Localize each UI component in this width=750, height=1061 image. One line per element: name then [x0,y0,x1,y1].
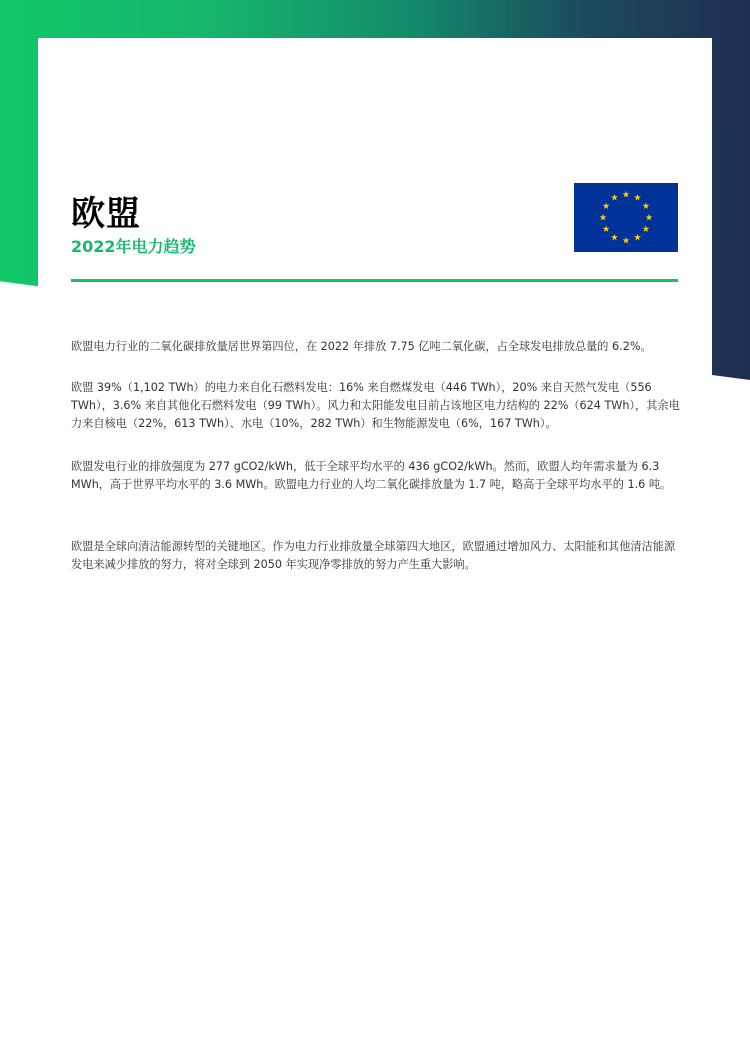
paragraph-emissions-intensity: 欧盟发电行业的排放强度为 277 gCO2/kWh，低于全球平均水平的 436 gCO2/kWh。然而，欧盟人均年需求量为 6.3 MWh，高于世界平均水平的 3.6 MWh。欧盟电力行业的人均二氧化碳排放量为 1.7 吨，略高于全球平均水平的 1.6 吨。 [71,460,672,491]
paragraph-emissions-rank: 欧盟电力行业的二氧化碳排放量居世界第四位，在 2022 年排放 7.75 亿吨二氧化碳，占全球发电排放总量的 6.2%。 [71,340,652,353]
page-title: 欧盟 [71,194,141,234]
paragraph-generation-mix: 欧盟 39%（1,102 TWh）的电力来自化石燃料发电：16% 来自燃煤发电（446 TWh），20% 来自天然气发电（556 TWh），3.6% 来自其他化石燃料发电（99 TWh）。风力和太阳能发电目前占该地区电力结构的 22%（624 TWh），其余电力来自核电（22%，613 TWh）、水电（10%，282 TWh）和生物能源发电（6%，167 TWh）。 [71,381,680,430]
page-subtitle: 2022年电力趋势 [71,237,196,256]
eu-flag-icon [574,183,678,252]
eu-flag-graphic [574,183,678,252]
title-divider [71,279,678,282]
paragraph-clean-energy-transition: 欧盟是全球向清洁能源转型的关键地区。作为电力行业排放量全球第四大地区，欧盟通过增加风力、太阳能和其他清洁能源发电来减少排放的努力，将对全球到 2050 年实现净零排放的努力产生重大影响。 [71,540,676,571]
